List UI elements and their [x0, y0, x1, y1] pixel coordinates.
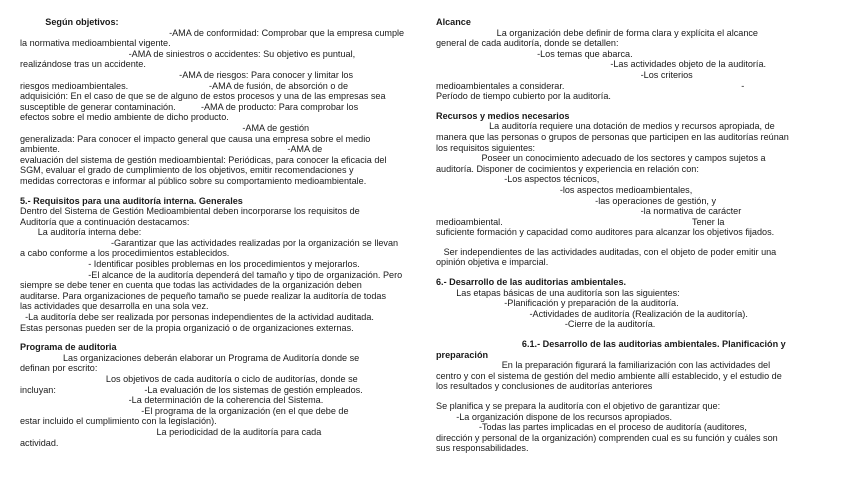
- requisitos-heading: 5.- Requisitos para una auditoría interna. Generales: [20, 195, 243, 206]
- programa-heading: Programa de auditoria: [20, 342, 117, 353]
- alcance-heading: Alcance: [436, 17, 471, 27]
- planificacion-heading: 6.1.- Desarrollo de las auditorias ambientales. Planificación y preparación: [436, 339, 786, 360]
- independientes-text: Ser independientes de las actividades auditadas, con el objeto de poder emitir una opinión objetiva e imparcial.: [436, 246, 777, 268]
- alcance-text: La organización debe definir de forma clara y explícita el alcance general de cada auditoría, donde se detallen: -Los temas que abarca. -Las actividades objeto de la auditoría. -Los criterios medioambientales a considerar. - Período de tiempo cubierto por la auditoría.: [436, 27, 767, 102]
- objetivos-text: -AMA de conformidad: Comprobar que la empresa cumple la normativa medioambiental vigente. -AMA de siniestros o accidentes: Su objetivo es puntual, realizándose tras un accidente. -AMA de riesgos: Para conocer y limitar los riesgos medioambientales. -AMA de fusión, de absorción o de adquisición: En el caso de que se de alguno de estos procesos y una de las empresas sea susceptible de generar contaminación. -AMA de producto: Para comprobar los efectos sobre el medio ambiente de dicho producto. -AMA de gestión generalizada: Para conocer el impacto general que causa una empresa sobre el medio ambiente. -AMA de evaluación del sistema de gestión medioambiental: Periódicas, para conocer la eficacia del SGM, evaluar el grado de cumplimiento de los objetivos, emitir recomendaciones y medidas correctoras e informar al público sobre su comportamiento medioambientale.: [20, 27, 405, 186]
- requisitos-text: Dentro del Sistema de Gestión Medioambiental deben incorporarse los requisitos de Auditoría que a continuación destacamos: La auditoría interna debe: -Garantizar que las actividades realizadas por la organización se llevan a cabo conforme a los procedimientos establecidos. - Identificar posibles problemas en los procedimientos y mejorarlos. -El alcance de la auditoría dependerá del tamaño y tipo de organización. Pero siempre se debe tener en cuenta que todas las actividades de la organización deben auditarse. Para organizaciones de pequeño tamaño se puede realizar la auditoría de todas las actividades que desarrolla en una sola vez. -La auditoría debe ser realizada por personas independientes de la actividad auditada. Estas personas pueden ser de la propia organizació o de organizaciones externas.: [20, 206, 403, 333]
- objetivos-heading: Según objetivos:: [20, 17, 119, 27]
- left-column: [20, 17, 413, 448]
- planificacion-text: En la preparación figurará la familiarización con las actividades del centro y con el sistema de gestión del medio ambiente allí establecido, y el estudio de los resultados y conclusiones de auditorías anteriores: [436, 360, 782, 392]
- programa-text: Las organizaciones deberán elaborar un Programa de Auditoría donde se definan por escrito: Los objetivos de cada auditoría o ciclo de auditorías, donde se incluyan: -La evaluación de los sistemas de gestión empleados. -La determinación de la coherencia del Sistema. -El programa de la organización (en el que debe de estar incluido el cumplimiento con la legislación). La periodicidad de la auditoría para cada actividad.: [20, 352, 363, 448]
- desarrollo-text: Las etapas básicas de una auditoría son las siguientes: -Planificación y preparación de la auditoría. -Actividades de auditoría (Realización de la auditoría). -Cierre de la auditoría.: [456, 287, 748, 330]
- recursos-text: La auditoría requiere una dotación de medios y recursos apropiada, de manera que las personas o grupos de personas que participen en las auditorías reúnan los requisitos siguientes: Poseer un conocimiento adecuado de los sectores y campos sujetos a auditoría. Disponer de cocimientos y experiencia en relación con: -Los aspectos técnicos, -los aspectos medioambientales, -las operaciones de gestión, y -la normativa de carácter medioambiental. Tener la suficiente formación y capacidad como auditores para alcanzar los objetivos fijados.: [436, 121, 789, 238]
- garantizar-text: Se planifica y se prepara la auditoría con el objetivo de garantizar que: -La organización dispone de los recursos apropiados. -Todas las partes implicadas en el proceso de auditoría (auditores, dirección y personal de la organización) comprenden cual es su función y cuáles son sus responsabilidades.: [436, 401, 778, 454]
- desarrollo-heading: 6.- Desarrollo de las auditorias ambientales.: [436, 277, 627, 288]
- right-column: [436, 17, 828, 454]
- recursos-heading: Recursos y medios necesarios: [436, 110, 570, 121]
